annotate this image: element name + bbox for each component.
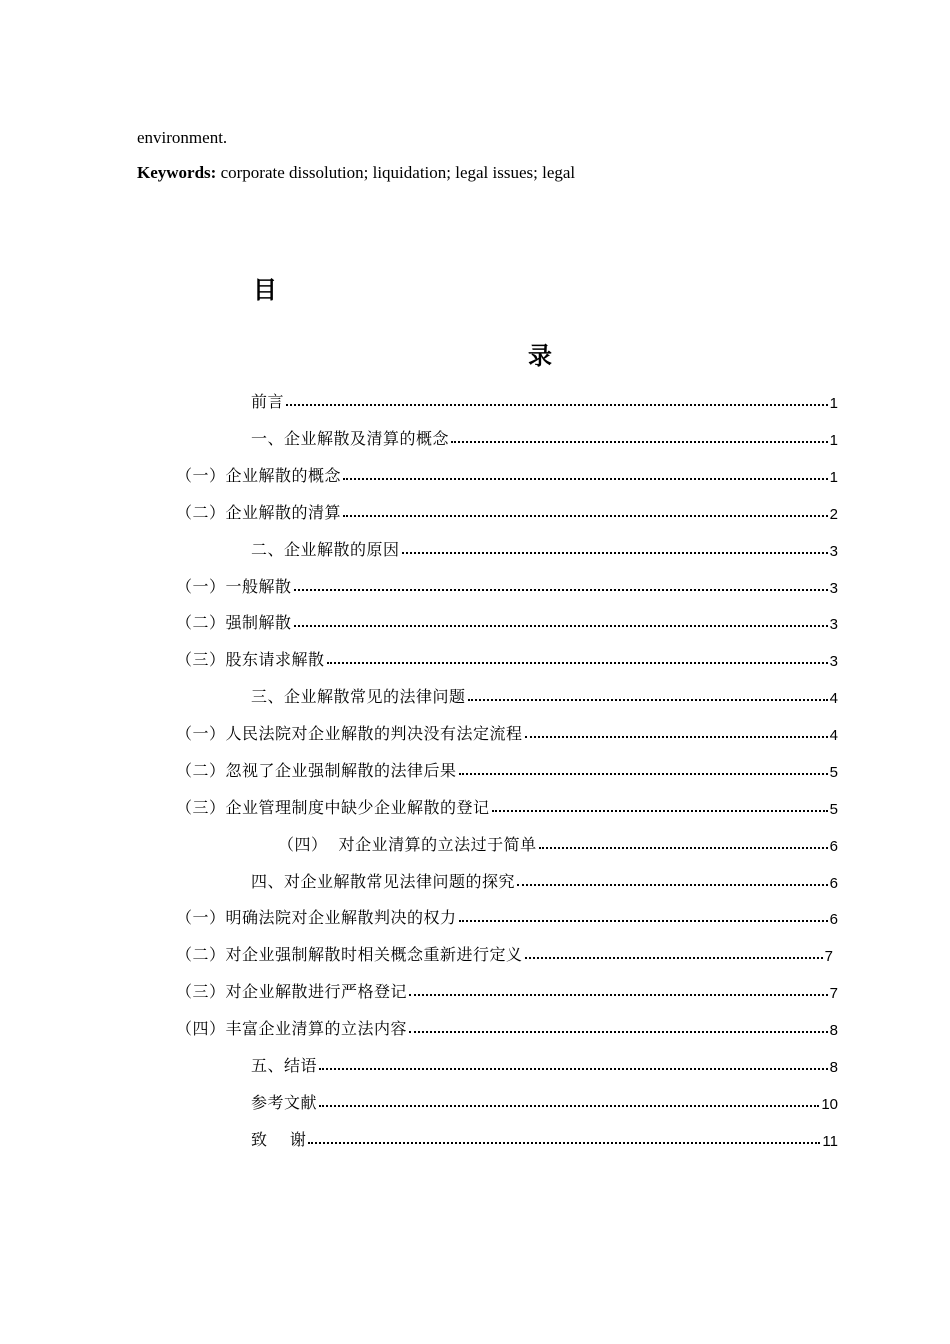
toc-leader-dots [492, 809, 828, 812]
toc-leader-dots [525, 956, 823, 959]
toc-entry[interactable] [251, 425, 838, 449]
toc-entry-label: 前言 [251, 392, 285, 411]
toc-leader-dots [459, 772, 828, 775]
toc-entry-page: 1 [829, 469, 838, 486]
toc-entry-label: 三、企业解散常见的法律问题 [251, 687, 466, 706]
toc-entry-page: 5 [829, 801, 838, 818]
toc-leader-dots [468, 698, 828, 701]
toc-entry-label: 二、企业解散的原因 [251, 540, 400, 559]
keywords-text: corporate dissolution; liquidation; legal issues; legal [216, 163, 576, 182]
toc-leader-dots [286, 403, 828, 406]
toc-leader-dots [459, 919, 828, 922]
toc-leader-dots [294, 588, 828, 591]
toc-entry[interactable] [176, 720, 838, 744]
toc-entry-label: （二）对企业强制解散时相关概念重新进行定义 [176, 945, 523, 964]
toc-leader-dots [343, 477, 828, 480]
toc-entry-label: （一）人民法院对企业解散的判决没有法定流程 [176, 724, 523, 743]
toc-entry-page: 3 [829, 653, 838, 670]
toc-entry[interactable] [176, 978, 838, 1002]
toc-entry[interactable] [251, 1089, 838, 1113]
toc-entry[interactable] [251, 683, 838, 707]
toc-entry[interactable] [176, 462, 838, 486]
toc-entry[interactable] [251, 868, 838, 892]
toc-entry-label: （一）一般解散 [176, 577, 292, 596]
toc-entry-page: 4 [829, 690, 838, 707]
toc-entry-page: 6 [829, 838, 838, 855]
toc-entry[interactable] [176, 646, 838, 670]
toc-entry-page: 1 [829, 395, 838, 412]
toc-entry-label: 一、企业解散及清算的概念 [251, 429, 450, 448]
toc-entry-label: （二）企业解散的清算 [176, 503, 342, 522]
toc-entry[interactable] [176, 941, 833, 965]
toc-entry[interactable] [176, 609, 838, 633]
toc-entry-label: （一）企业解散的概念 [176, 466, 342, 485]
toc-entry-label: （三）对企业解散进行严格登记 [176, 982, 408, 1001]
toc-title-char-1: 目 [253, 275, 277, 304]
toc-entry-label: （二）忽视了企业强制解散的法律后果 [176, 761, 457, 780]
toc-entry[interactable] [176, 794, 838, 818]
toc-entry-page: 5 [829, 764, 838, 781]
toc-entry-page: 4 [829, 727, 838, 744]
toc-entry-label: （三）企业管理制度中缺少企业解散的登记 [176, 798, 490, 817]
toc-entry-label: （二）强制解散 [176, 613, 292, 632]
toc-entry-page: 6 [829, 875, 838, 892]
toc-leader-dots [294, 624, 828, 627]
toc-entry-page: 3 [829, 543, 838, 560]
toc-entry-page: 7 [829, 985, 838, 1002]
toc-entry-label: （一）明确法院对企业解散判决的权力 [176, 908, 457, 927]
toc-leader-dots [525, 735, 828, 738]
toc-leader-dots [517, 883, 828, 886]
toc-entry-label: （四） 对企业清算的立法过于简单 [278, 835, 537, 854]
toc-entry-label: 参考文献 [251, 1093, 318, 1112]
toc-entry-page: 2 [829, 506, 838, 523]
toc-entry-label: （三）股东请求解散 [176, 650, 325, 669]
toc-entry-page: 6 [829, 911, 838, 928]
toc-entry-page: 11 [822, 1133, 838, 1150]
toc-entry-page: 10 [821, 1096, 838, 1113]
toc-entry-page: 3 [829, 580, 838, 597]
toc-entry[interactable] [176, 1015, 838, 1039]
toc-entry[interactable] [176, 499, 838, 523]
toc-entry[interactable] [251, 1126, 838, 1150]
toc-leader-dots [451, 440, 828, 443]
toc-entry[interactable] [251, 388, 838, 412]
toc-entry-label: 致 谢 [251, 1130, 307, 1149]
toc-leader-dots [409, 1030, 828, 1033]
toc-leader-dots [319, 1104, 819, 1107]
toc-entry-page: 3 [829, 616, 838, 633]
toc-entry-page: 7 [824, 948, 833, 965]
toc-entry-label: 四、对企业解散常见法律问题的探究 [251, 872, 516, 891]
keywords-label: Keywords: [137, 163, 217, 182]
toc-leader-dots [327, 661, 828, 664]
toc-entry[interactable] [251, 1052, 838, 1076]
toc-title-char-2: 录 [528, 341, 552, 370]
toc-entry[interactable] [176, 573, 838, 597]
toc-leader-dots [409, 993, 828, 996]
keywords-line [137, 163, 575, 183]
toc-leader-dots [402, 551, 828, 554]
toc-entry[interactable] [176, 757, 838, 781]
toc-leader-dots [343, 514, 828, 517]
abstract-continuation: environment. [137, 128, 228, 147]
toc-entry[interactable] [278, 831, 838, 855]
toc-entry-page: 1 [829, 432, 838, 449]
toc-entry-label: 五、结语 [251, 1056, 318, 1075]
toc-entry[interactable] [176, 904, 838, 928]
toc-leader-dots [539, 846, 828, 849]
toc-entry-page: 8 [829, 1022, 838, 1039]
toc-leader-dots [319, 1067, 828, 1070]
toc-entry[interactable] [251, 536, 838, 560]
toc-entry-page: 8 [829, 1059, 838, 1076]
toc-leader-dots [308, 1141, 820, 1144]
toc-entry-label: （四）丰富企业清算的立法内容 [176, 1019, 408, 1038]
